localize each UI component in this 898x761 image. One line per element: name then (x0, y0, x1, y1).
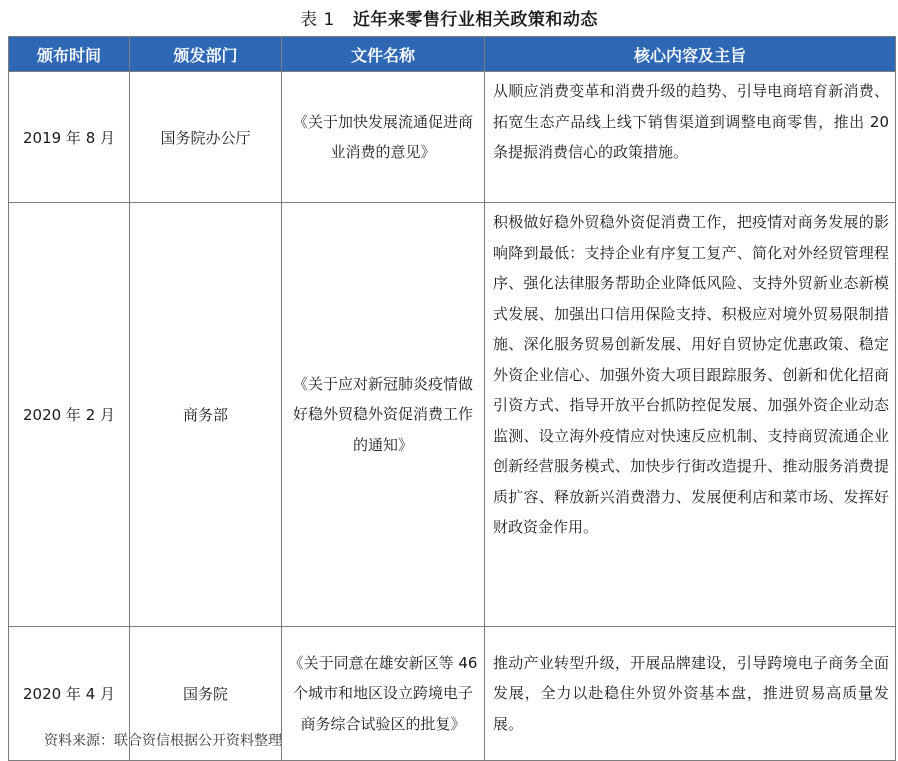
cell-date: 2020 年 2 月 (9, 203, 130, 627)
table-caption (0, 5, 898, 30)
header-content: 核心内容及主旨 (485, 37, 896, 72)
table-header-row (9, 37, 896, 72)
cell-department: 国务院办公厅 (130, 72, 282, 203)
source-note: 资料来源：联合资信根据公开资料整理 (44, 733, 282, 749)
table-title: 近年来零售行业相关政策和动态 (352, 10, 598, 30)
policy-table (8, 36, 896, 761)
cell-department: 商务部 (130, 203, 282, 627)
cell-document: 《关于同意在雄安新区等 46 个城市和地区设立跨境电子商务综合试验区的批复》 (282, 627, 485, 761)
cell-date: 2020 年 4 月 (9, 627, 130, 761)
header-date: 颁布时间 (9, 37, 130, 72)
table-number: 表 1 (300, 10, 335, 30)
cell-content: 推动产业转型升级，开展品牌建设，引导跨境电子商务全面发展，全力以赴稳住外贸外资基本盘，推进贸易高质量发展。 (485, 627, 896, 761)
cell-document: 《关于应对新冠肺炎疫情做好稳外贸稳外资促消费工作的通知》 (282, 203, 485, 627)
cell-date: 2019 年 8 月 (9, 72, 130, 203)
cell-content: 积极做好稳外贸稳外资促消费工作，把疫情对商务发展的影响降到最低：支持企业有序复工复产、简化对外经贸管理程序、强化法律服务帮助企业降低风险、支持外贸新业态新模式发展、加强出口信用保险支持、积极应对境外贸易限制措施、深化服务贸易创新发展、用好自贸协定优惠政策、稳定外资企业信心、加强外资大项目跟踪服务、创新和优化招商引资方式、指导开放平台抓防控促发展、加强外资企业动态监测、设立海外疫情应对快速反应机制、支持商贸流通企业创新经营服务模式、加快步行街改造提升、推动服务消费提质扩容、释放新兴消费潜力、发展便利店和菜市场、发挥好财政资金作用。 (485, 203, 896, 627)
table-row (9, 203, 896, 627)
header-document: 文件名称 (282, 37, 485, 72)
cell-document: 《关于加快发展流通促进商业消费的意见》 (282, 72, 485, 203)
cell-content: 从顺应消费变革和消费升级的趋势、引导电商培育新消费、拓宽生态产品线上线下销售渠道到调整电商零售，推出 20 条提振消费信心的政策措施。 (485, 72, 896, 203)
cell-department: 国务院 (130, 627, 282, 761)
header-department: 颁发部门 (130, 37, 282, 72)
table-row (9, 72, 896, 203)
